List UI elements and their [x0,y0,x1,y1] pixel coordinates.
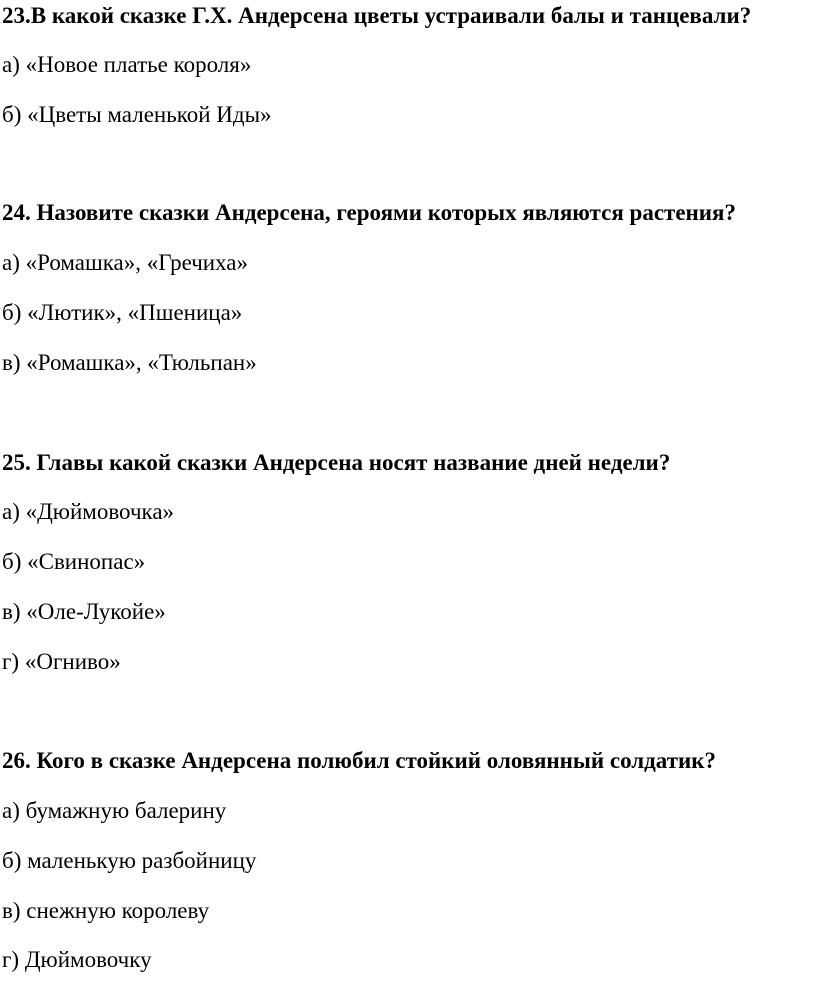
question-24: 24. Назовите сказки Андерсена, героями которых являются растения? [2,200,736,225]
answer-option: в) «Оле-Лукойе» [2,599,166,624]
answer-option: г) «Огниво» [2,649,121,674]
answer-option: а) бумажную балерину [2,798,227,823]
answer-option: а) «Ромашка», «Гречиха» [2,250,249,275]
answer-option: в) «Ромашка», «Тюльпан» [2,350,257,375]
answer-option: в) снежную королеву [2,898,210,923]
answer-option: б) «Цветы маленькой Иды» [2,102,272,127]
answer-option: а) «Дюймовочка» [2,499,175,524]
answer-option: б) «Лютик», «Пшеница» [2,300,243,325]
answer-option: б) «Свинопас» [2,549,146,574]
question-26: 26. Кого в сказке Андерсена полюбил стойкий оловянный солдатик? [2,748,717,773]
answer-option: а) «Новое платье короля» [2,52,252,77]
question-25: 25. Главы какой сказки Андерсена носят название дней недели? [2,450,671,475]
answer-option: б) маленькую разбойницу [2,848,257,873]
question-23: 23.В какой сказке Г.Х. Андерсена цветы устраивали балы и танцевали? [2,3,752,28]
answer-option: г) Дюймовочку [2,947,152,972]
